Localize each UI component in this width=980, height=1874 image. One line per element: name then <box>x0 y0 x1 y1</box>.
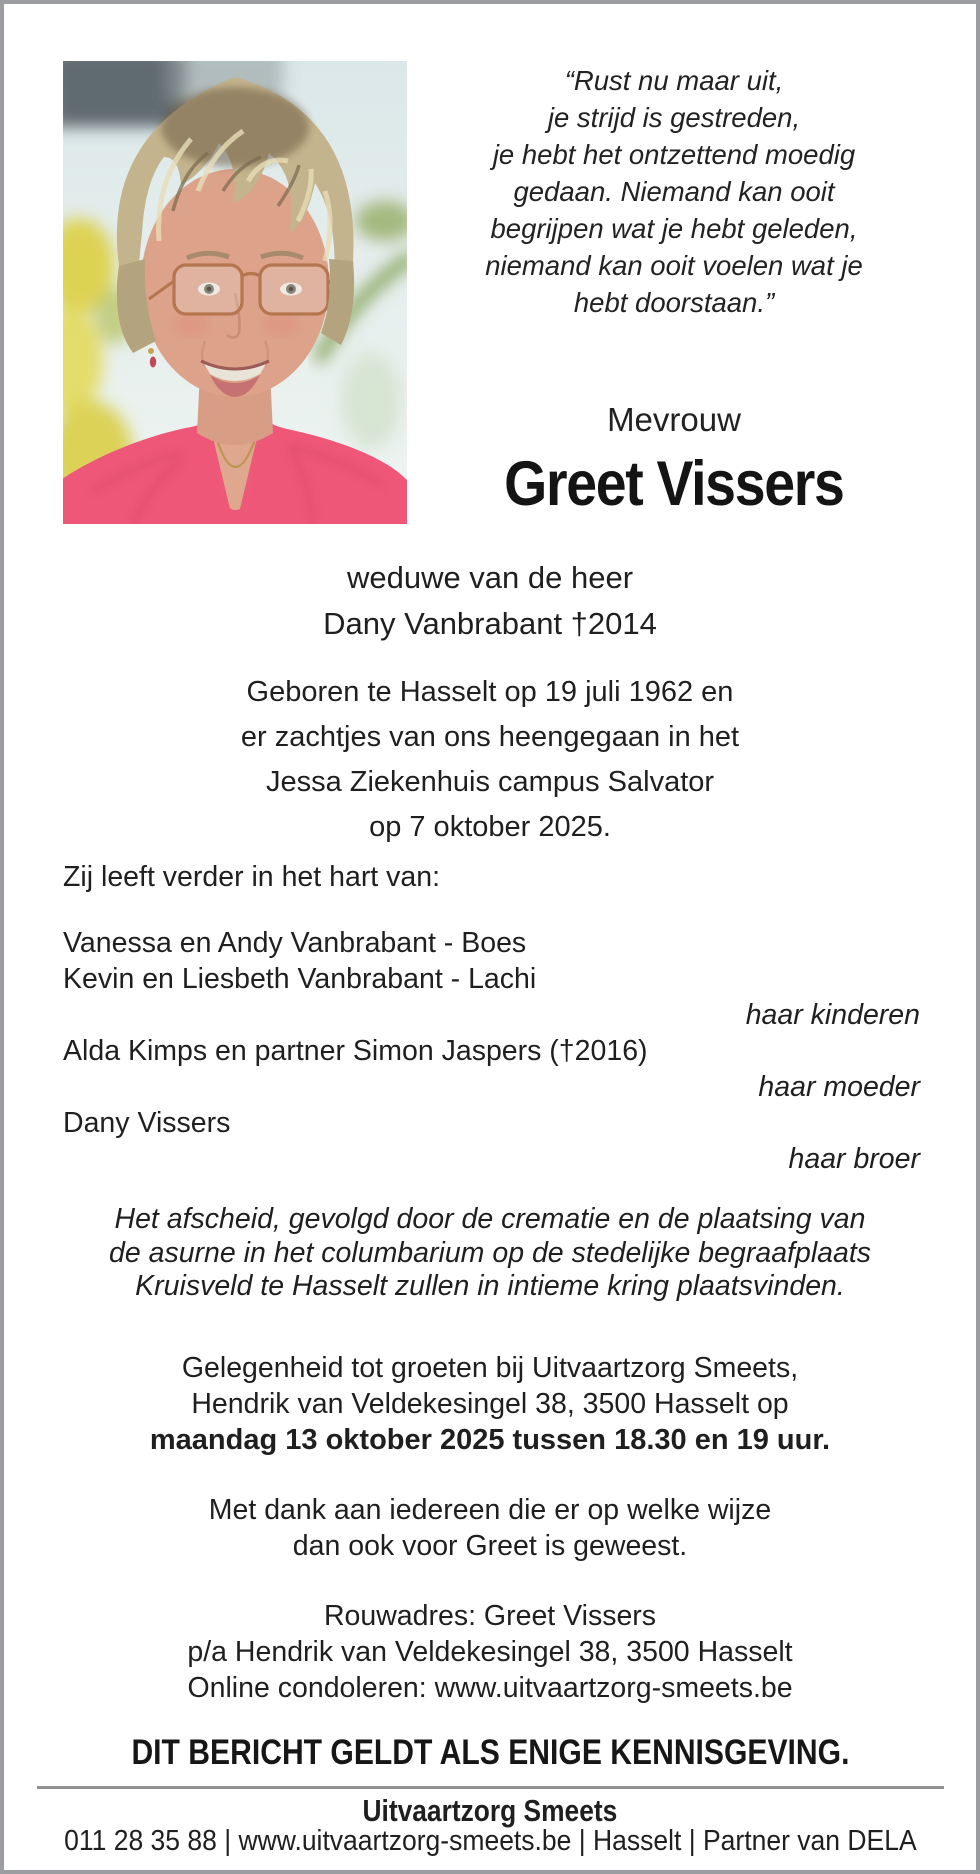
survivor-relation: haar kinderen <box>745 999 920 1031</box>
quote-line: begrijpen wat je hebt geleden, <box>490 213 858 244</box>
widow-of-line: Dany Vanbrabant †2014 <box>323 606 657 641</box>
survivor-relation: haar broer <box>788 1143 920 1175</box>
farewell-line: Het afscheid, gevolgd door de crematie en de plaatsing van <box>114 1203 866 1235</box>
portrait-photo-art <box>63 61 407 524</box>
quote-line: hebt doorstaan.” <box>573 287 775 318</box>
life-line: Jessa Ziekenhuis campus Salvator <box>265 766 715 798</box>
funeral-home-name-text: Uitvaartzorg Smeets <box>362 1793 618 1828</box>
quote-line: je hebt het ontzettend moedig <box>492 139 856 170</box>
survivors-intro: Zij leeft verder in het hart van: <box>63 861 441 893</box>
mourning-address-line: Online condoleren: www.uitvaartzorg-smeets.be <box>187 1672 793 1704</box>
farewell-line: de asurne in het columbarium op de stedelijke begraafplaats <box>108 1236 872 1269</box>
sole-notification-text: DIT BERICHT GELDT ALS ENIGE KENNISGEVING. <box>131 1733 849 1772</box>
visitation-line: Hendrik van Veldekesingel 38, 3500 Hasselt op <box>191 1388 789 1420</box>
quote-line: “Rust nu maar uit, <box>564 65 784 96</box>
survivors-section <box>63 859 920 1177</box>
survivor-name: Alda Kimps en partner Simon Jaspers (†2016) <box>63 1035 648 1067</box>
footer-divider <box>37 1786 944 1789</box>
funeral-home-contact <box>4 1825 976 1858</box>
mourning-address-line: p/a Hendrik van Veldekesingel 38, 3500 Hasselt <box>187 1636 793 1668</box>
funeral-home-name <box>4 1793 976 1829</box>
widow-of <box>34 555 946 647</box>
memorial-quote <box>404 62 944 321</box>
thanks-line: dan ook voor Greet is geweest. <box>292 1530 688 1562</box>
survivor-relation: haar moeder <box>758 1071 920 1103</box>
quote-line: niemand kan ooit voelen wat je <box>485 250 863 281</box>
farewell-section <box>34 1203 946 1304</box>
life-dates <box>34 670 946 850</box>
life-line: op 7 oktober 2025. <box>369 811 611 843</box>
quote-line: gedaan. Niemand kan ooit <box>513 176 835 207</box>
visitation-datetime: maandag 13 oktober 2025 tussen 18.30 en 19 uur. <box>149 1424 831 1456</box>
sole-notification <box>4 1733 976 1773</box>
widow-of-line: weduwe van de heer <box>346 560 634 595</box>
life-line: Geboren te Hasselt op 19 juli 1962 en <box>246 676 734 708</box>
visitation-section <box>34 1350 946 1458</box>
portrait-photo <box>63 61 407 524</box>
mourning-address-line: Rouwadres: Greet Vissers <box>323 1600 657 1632</box>
salutation: Mevrouw <box>607 401 741 438</box>
quote-line: je strijd is gestreden, <box>547 102 801 133</box>
life-line: er zachtjes van ons heengegaan in het <box>240 721 740 753</box>
survivor-name: Dany Vissers <box>63 1107 231 1139</box>
mourning-address-section <box>34 1598 946 1706</box>
deceased-name <box>404 448 944 520</box>
funeral-home-contact-text: 011 28 35 88 | www.uitvaartzorg-smeets.be | Hasselt | Partner van DELA <box>63 1825 917 1857</box>
survivor-name: Kevin en Liesbeth Vanbrabant - Lachi <box>63 963 537 995</box>
farewell-line: Kruisveld te Hasselt zullen in intieme kring plaatsvinden. <box>135 1270 845 1302</box>
visitation-line: Gelegenheid tot groeten bij Uitvaartzorg Smeets, <box>181 1352 799 1384</box>
thanks-section <box>34 1492 946 1564</box>
deceased-name-text: Greet Vissers <box>504 449 844 519</box>
thanks-line: Met dank aan iedereen die er op welke wijze <box>208 1494 772 1526</box>
survivor-name: Vanessa en Andy Vanbrabant - Boes <box>63 927 527 959</box>
